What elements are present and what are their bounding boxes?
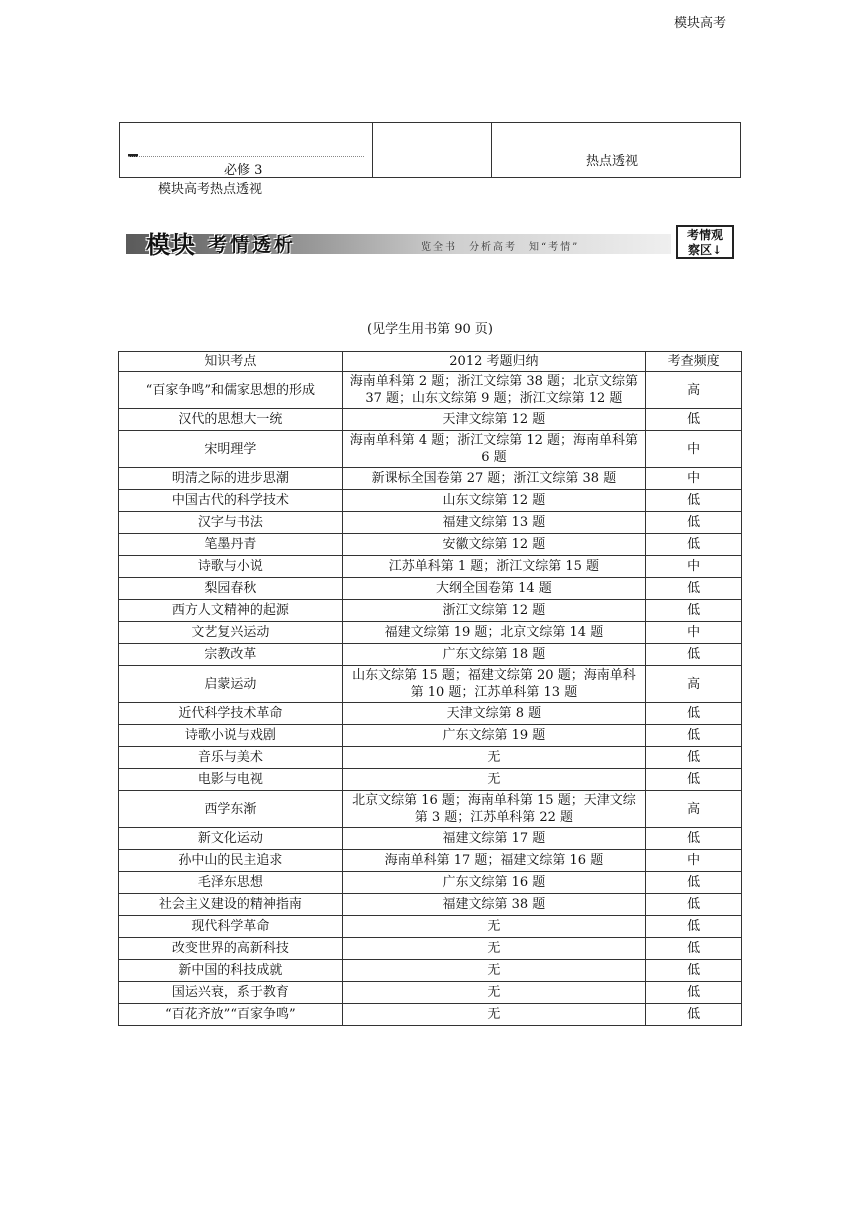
table-row <box>119 916 742 938</box>
column-header: 2012 考题归纳 <box>342 352 645 372</box>
exam-questions-cell: 天津文综第 12 题 <box>342 409 645 431</box>
exam-questions-cell: 福建文综第 19 题；北京文综第 14 题 <box>342 622 645 644</box>
header-cell-left <box>120 123 373 177</box>
exam-questions-cell: 天津文综第 8 题 <box>342 703 645 725</box>
header-right-line2: 热点透视 <box>586 154 639 169</box>
knowledge-point-cell: 汉字与书法 <box>119 512 343 534</box>
exam-questions-cell: 无 <box>342 916 645 938</box>
table-row <box>119 960 742 982</box>
frequency-cell: 中 <box>646 431 742 468</box>
frequency-cell: 低 <box>646 725 742 747</box>
header-cell-middle <box>372 123 492 177</box>
frequency-cell: 低 <box>646 578 742 600</box>
table-row <box>119 791 742 828</box>
frequency-cell: 低 <box>646 916 742 938</box>
exam-questions-cell: 无 <box>342 769 645 791</box>
knowledge-point-cell: 社会主义建设的精神指南 <box>119 894 343 916</box>
table-row <box>119 982 742 1004</box>
dotted-rule <box>128 156 364 157</box>
knowledge-point-cell: 近代科学技术革命 <box>119 703 343 725</box>
table-row <box>119 556 742 578</box>
frequency-cell: 高 <box>646 791 742 828</box>
frequency-cell: 低 <box>646 512 742 534</box>
table-row <box>119 703 742 725</box>
knowledge-point-cell: 宗教改革 <box>119 644 343 666</box>
frequency-cell: 低 <box>646 490 742 512</box>
knowledge-point-cell: 改变世界的高新科技 <box>119 938 343 960</box>
frequency-cell: 高 <box>646 666 742 703</box>
exam-questions-cell: 江苏单科第 1 题；浙江文综第 15 题 <box>342 556 645 578</box>
exam-questions-cell: 大纲全国卷第 14 题 <box>342 578 645 600</box>
exam-questions-cell: 海南单科第 4 题；浙江文综第 12 题；海南单科第 6 题 <box>342 431 645 468</box>
frequency-cell: 高 <box>646 372 742 409</box>
knowledge-point-cell: 汉代的思想大一统 <box>119 409 343 431</box>
table-row <box>119 622 742 644</box>
knowledge-point-cell: 新文化运动 <box>119 828 343 850</box>
table-row <box>119 490 742 512</box>
banner-subtitle: 览全书 分析高考 知“考情” <box>421 242 580 253</box>
knowledge-point-cell: 明清之际的进步思潮 <box>119 468 343 490</box>
table-row <box>119 372 742 409</box>
exam-questions-cell: 海南单科第 17 题；福建文综第 16 题 <box>342 850 645 872</box>
knowledge-point-cell: “百家争鸣”和儒家思想的形成 <box>119 372 343 409</box>
exam-questions-cell: 无 <box>342 747 645 769</box>
frequency-cell: 低 <box>646 703 742 725</box>
table-row <box>119 578 742 600</box>
exam-questions-cell: 北京文综第 16 题；海南单科第 15 题；天津文综第 3 题；江苏单科第 22 题 <box>342 791 645 828</box>
table-row <box>119 1004 742 1026</box>
frequency-cell: 低 <box>646 769 742 791</box>
table-row <box>119 409 742 431</box>
frequency-cell: 低 <box>646 828 742 850</box>
frequency-cell: 中 <box>646 622 742 644</box>
exam-questions-cell: 广东文综第 18 题 <box>342 644 645 666</box>
frequency-cell: 低 <box>646 1004 742 1026</box>
exam-questions-cell: 福建文综第 17 题 <box>342 828 645 850</box>
exam-questions-cell: 山东文综第 15 题；福建文综第 20 题；海南单科第 10 题；江苏单科第 13 题 <box>342 666 645 703</box>
column-header: 考查频度 <box>646 352 742 372</box>
table-header-row <box>119 352 742 372</box>
frequency-cell: 低 <box>646 982 742 1004</box>
knowledge-point-cell: 诗歌与小说 <box>119 556 343 578</box>
frequency-cell: 低 <box>646 534 742 556</box>
banner-badge-line1: 考情观 <box>686 228 723 242</box>
table-row <box>119 894 742 916</box>
header-box <box>119 122 741 178</box>
exam-questions-cell: 无 <box>342 960 645 982</box>
frequency-cell: 中 <box>646 556 742 578</box>
header-right-line1: 模块高考 <box>673 16 726 31</box>
table-row <box>119 850 742 872</box>
table-row <box>119 512 742 534</box>
section-banner <box>126 225 736 261</box>
exam-questions-cell: 新课标全国卷第 27 题；浙江文综第 38 题 <box>342 468 645 490</box>
exam-questions-cell: 山东文综第 12 题 <box>342 490 645 512</box>
exam-questions-cell: 浙江文综第 12 题 <box>342 600 645 622</box>
frequency-cell: 低 <box>646 960 742 982</box>
knowledge-point-cell: 现代科学革命 <box>119 916 343 938</box>
exam-questions-cell: 海南单科第 2 题；浙江文综第 38 题；北京文综第 37 题；山东文综第 9 题；浙江文综第 12 题 <box>342 372 645 409</box>
knowledge-point-cell: 新中国的科技成就 <box>119 960 343 982</box>
knowledge-point-cell: 启蒙运动 <box>119 666 343 703</box>
table-row <box>119 666 742 703</box>
banner-title-big: 模块 <box>146 230 196 259</box>
table-row <box>119 431 742 468</box>
exam-questions-cell: 广东文综第 16 题 <box>342 872 645 894</box>
exam-questions-cell: 福建文综第 38 题 <box>342 894 645 916</box>
table-row <box>119 725 742 747</box>
exam-questions-cell: 无 <box>342 1004 645 1026</box>
frequency-cell: 低 <box>646 938 742 960</box>
table-row <box>119 600 742 622</box>
banner-badge <box>676 225 734 259</box>
knowledge-point-cell: 电影与电视 <box>119 769 343 791</box>
table-row <box>119 769 742 791</box>
knowledge-point-cell: 音乐与美术 <box>119 747 343 769</box>
knowledge-point-cell: 诗歌小说与戏剧 <box>119 725 343 747</box>
frequency-cell: 低 <box>646 409 742 431</box>
table-row <box>119 468 742 490</box>
banner-badge-line2: 察区↓ <box>687 243 723 257</box>
banner-title-rest: 考情透析 <box>208 234 297 256</box>
exam-questions-cell: 安徽文综第 12 题 <box>342 534 645 556</box>
knowledge-point-cell: “百花齐放”“百家争鸣” <box>119 1004 343 1026</box>
knowledge-point-cell: 西方人文精神的起源 <box>119 600 343 622</box>
knowledge-point-cell: 文艺复兴运动 <box>119 622 343 644</box>
table-row <box>119 938 742 960</box>
exam-questions-cell: 广东文综第 19 题 <box>342 725 645 747</box>
knowledge-point-cell: 孙中山的民主追求 <box>119 850 343 872</box>
knowledge-point-cell: 中国古代的科学技术 <box>119 490 343 512</box>
knowledge-point-cell: 笔墨丹青 <box>119 534 343 556</box>
section-label: 模块高考热点透视 <box>158 182 263 197</box>
table-row <box>119 747 742 769</box>
frequency-cell: 低 <box>646 872 742 894</box>
frequency-cell: 中 <box>646 850 742 872</box>
header-cell-left-text: 必修 3 <box>224 163 263 178</box>
exam-questions-cell: 无 <box>342 938 645 960</box>
knowledge-point-cell: 梨园春秋 <box>119 578 343 600</box>
knowledge-point-cell: 宋明理学 <box>119 431 343 468</box>
knowledge-point-cell: 毛泽东思想 <box>119 872 343 894</box>
knowledge-point-cell: 国运兴衰，系于教育 <box>119 982 343 1004</box>
exam-questions-cell: 福建文综第 13 题 <box>342 512 645 534</box>
page-reference: (见学生用书第 90 页) <box>367 322 493 337</box>
table-row <box>119 872 742 894</box>
frequency-cell: 低 <box>646 747 742 769</box>
frequency-cell: 低 <box>646 600 742 622</box>
table-row <box>119 644 742 666</box>
table-row <box>119 828 742 850</box>
column-header: 知识考点 <box>119 352 343 372</box>
knowledge-point-cell: 西学东渐 <box>119 791 343 828</box>
table-row <box>119 534 742 556</box>
frequency-cell: 低 <box>646 644 742 666</box>
exam-points-table <box>118 351 742 1026</box>
frequency-cell: 低 <box>646 894 742 916</box>
exam-questions-cell: 无 <box>342 982 645 1004</box>
frequency-cell: 中 <box>646 468 742 490</box>
